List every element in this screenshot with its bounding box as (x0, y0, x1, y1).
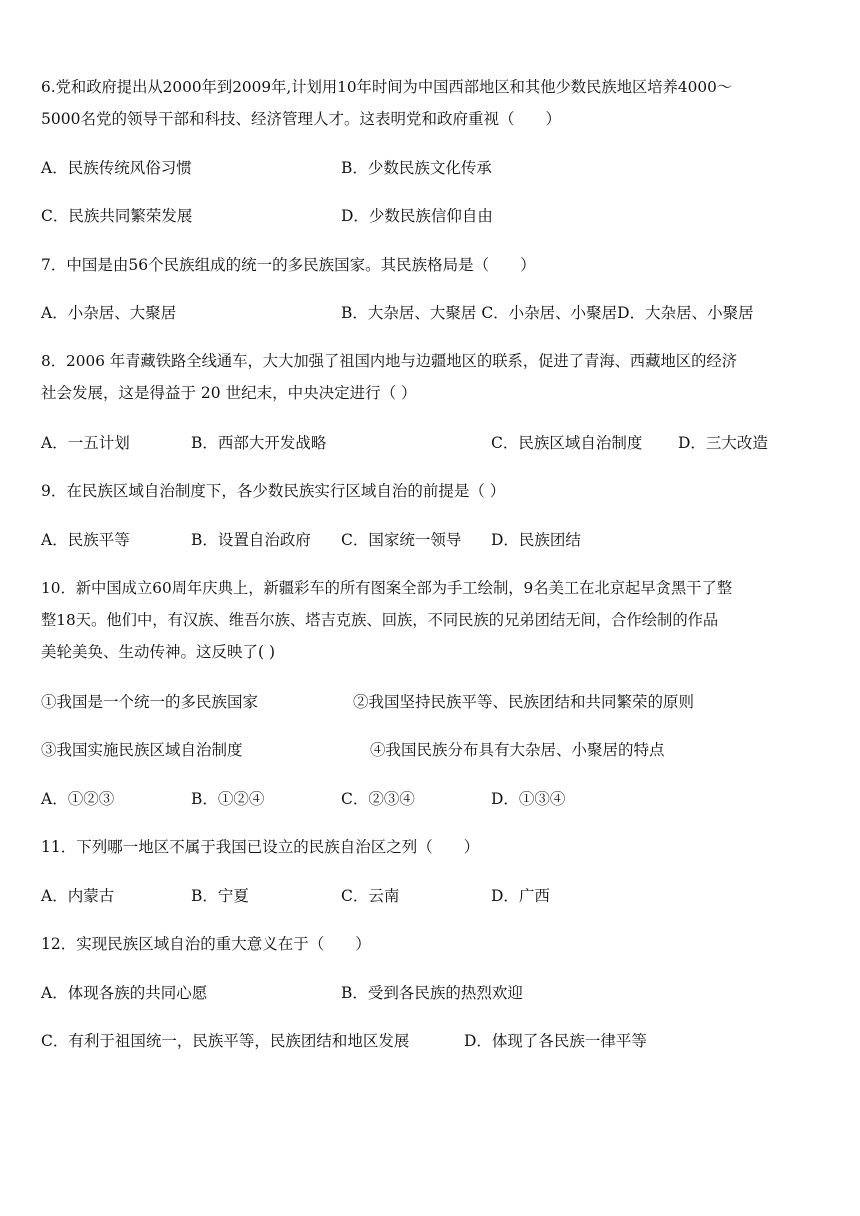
q10-statement-4: ④我国民族分布具有大杂居、小聚居的特点 (370, 741, 665, 759)
q9-option-d: D．民族团结 (491, 531, 581, 549)
q8-option-d: D．三大改造 (678, 434, 768, 452)
q7-option-bcd: B．大杂居、大聚居 C．小杂居、小聚居D．大杂居、小聚居 (341, 304, 754, 322)
q6-stem-line1: 6.党和政府提出从2000年到2009年,计划用10年时间为中国西部地区和其他少数民族地区培养4000～ (41, 78, 733, 96)
q11-option-d: D．广西 (491, 887, 550, 905)
q11-stem: 11．下列哪一地区不属于我国已设立的民族自治区之列（ ） (41, 838, 480, 856)
q8-option-a: A．一五计划 (41, 434, 130, 452)
q10-stem-line1: 10．新中国成立60周年庆典上，新疆彩车的所有图案全部为手工绘制，9名美工在北京起早贪黑干了整 (41, 579, 733, 597)
q10-statement-1: ①我国是一个统一的多民族国家 (41, 693, 259, 711)
q12-option-c: C．有利于祖国统一，民族平等，民族团结和地区发展 (41, 1032, 410, 1050)
q6-stem-line2: 5000名党的领导干部和科技、经济管理人才。这表明党和政府重视（ ） (41, 110, 561, 128)
q7-option-a: A．小杂居、大聚居 (41, 304, 177, 322)
q12-stem: 12．实现民族区域自治的重大意义在于（ ） (41, 935, 371, 953)
q8-stem-line2: 社会发展，这是得益于 20 世纪末，中央决定进行（ ） (41, 384, 417, 402)
q6-option-b: B．少数民族文化传承 (341, 159, 492, 177)
q12-option-a: A．体现各族的共同心愿 (41, 984, 208, 1002)
q10-stem-line3: 美轮美奂、生动传神。这反映了( ) (41, 643, 276, 661)
q9-option-a: A．民族平等 (41, 531, 130, 549)
q10-statement-3: ③我国实施民族区域自治制度 (41, 741, 243, 759)
q6-option-a: A．民族传统风俗习惯 (41, 159, 192, 177)
q8-option-b: B．西部大开发战略 (191, 434, 327, 452)
q9-stem: 9．在民族区域自治制度下，各少数民族实行区域自治的前提是（ ） (41, 482, 506, 500)
q9-option-c: C．国家统一领导 (341, 531, 462, 549)
q12-option-b: B．受到各民族的热烈欢迎 (341, 984, 523, 1002)
q11-option-c: C．云南 (341, 887, 400, 905)
q10-stem-line2: 整18天。他们中，有汉族、维吾尔族、塔吉克族、回族，不同民族的兄弟团结无间，合作绘制的作品 (41, 611, 719, 629)
q10-option-c: C．②③④ (341, 790, 415, 808)
q10-statement-2: ②我国坚持民族平等、民族团结和共同繁荣的原则 (353, 693, 695, 711)
q7-stem: 7．中国是由56个民族组成的统一的多民族国家。其民族格局是（ ） (41, 256, 536, 274)
q6-option-c: C．民族共同繁荣发展 (41, 207, 193, 225)
q8-option-c: C．民族区域自治制度 (491, 434, 643, 452)
q10-option-d: D．①③④ (491, 790, 566, 808)
q10-option-a: A．①②③ (41, 790, 115, 808)
q9-option-b: B．设置自治政府 (191, 531, 311, 549)
q8-stem-line1: 8．2006 年青藏铁路全线通车，大大加强了祖国内地与边疆地区的联系，促进了青海、西藏地区的经济 (41, 352, 737, 370)
q11-option-a: A．内蒙古 (41, 887, 115, 905)
q10-option-b: B．①②④ (191, 790, 265, 808)
q6-option-d: D．少数民族信仰自由 (341, 207, 493, 225)
q12-option-d: D．体现了各民族一律平等 (464, 1032, 647, 1050)
q11-option-b: B．宁夏 (191, 887, 249, 905)
